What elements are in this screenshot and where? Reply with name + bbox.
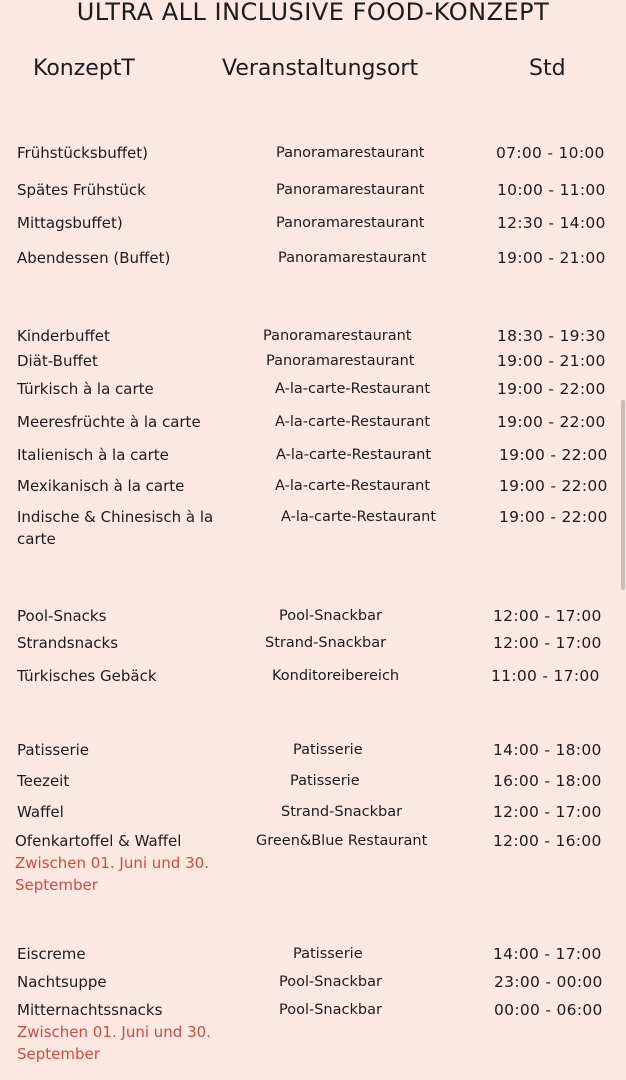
concept-name-text: Türkisches Gebäck: [17, 667, 157, 685]
venue: Panoramarestaurant: [263, 328, 412, 344]
venue: A-la-carte-Restaurant: [281, 509, 437, 525]
time-range: 19:00 - 22:00: [497, 380, 606, 398]
concept-name: [17, 971, 107, 993]
time-range: 16:00 - 18:00: [493, 772, 602, 790]
concept-name-text: Abendessen (Buffet): [17, 249, 171, 267]
season-note: Zwischen 01. Juni und 30. September: [17, 1023, 211, 1063]
concept-name: [17, 444, 169, 466]
venue: Patisserie: [290, 773, 360, 789]
concept-name-text: Indische & Chinesisch à la carte: [17, 508, 214, 548]
page-title: ULTRA ALL INCLUSIVE FOOD-KONZEPT: [76, 0, 550, 26]
concept-name-text: Mexikanisch à la carte: [17, 477, 185, 495]
concept-name-text: Pool-Snacks: [17, 607, 107, 625]
venue: A-la-carte-Restaurant: [275, 478, 431, 494]
concept-name: [17, 325, 110, 347]
concept-name: [17, 801, 64, 823]
time-range: 19:00 - 22:00: [497, 413, 606, 431]
concept-name: [15, 830, 230, 896]
venue: Panoramarestaurant: [276, 215, 425, 231]
concept-name-text: Ofenkartoffel & Waffel: [15, 832, 182, 850]
concept-name: [17, 739, 89, 761]
venue: Patisserie: [293, 946, 363, 962]
header-veranstaltungsort: Veranstaltungsort: [222, 56, 419, 81]
concept-name: [17, 411, 201, 433]
time-range: 14:00 - 17:00: [493, 945, 602, 963]
concept-name-text: Teezeit: [17, 772, 70, 790]
time-range: 12:30 - 14:00: [497, 214, 606, 232]
venue: Konditoreibereich: [272, 668, 400, 684]
concept-name: [17, 999, 232, 1065]
venue: Green&Blue Restaurant: [256, 833, 428, 849]
concept-name: [17, 605, 106, 627]
time-range: 19:00 - 22:00: [499, 477, 608, 495]
venue: A-la-carte-Restaurant: [275, 381, 431, 397]
time-range: 19:00 - 22:00: [499, 508, 608, 526]
scrollbar[interactable]: [621, 400, 625, 590]
venue: A-la-carte-Restaurant: [275, 414, 431, 430]
concept-name: [17, 943, 86, 965]
concept-name-text: Patisserie: [17, 741, 90, 759]
concept-name: [17, 770, 69, 792]
time-range: 12:00 - 17:00: [493, 607, 602, 625]
time-range: 18:30 - 19:30: [497, 327, 606, 345]
concept-name-text: Eiscreme: [17, 945, 86, 963]
concept-name-text: Kinderbuffet: [17, 327, 110, 345]
time-range: 11:00 - 17:00: [491, 667, 600, 685]
concept-name-text: Nachtsuppe: [17, 973, 107, 991]
venue: Pool-Snackbar: [279, 608, 382, 624]
venue: Pool-Snackbar: [279, 974, 382, 990]
concept-name: [17, 212, 123, 234]
venue: A-la-carte-Restaurant: [276, 447, 432, 463]
concept-name-text: Mittagsbuffet): [17, 214, 123, 232]
time-range: 19:00 - 22:00: [499, 446, 608, 464]
time-range: 19:00 - 21:00: [497, 352, 606, 370]
venue: Pool-Snackbar: [279, 1002, 382, 1018]
venue: Panoramarestaurant: [266, 353, 415, 369]
header-std: Std: [529, 56, 566, 81]
concept-name: [17, 350, 98, 372]
time-range: 10:00 - 11:00: [497, 181, 606, 199]
concept-name: [17, 506, 232, 550]
concept-name-text: Mitternachtssnacks: [17, 1001, 163, 1019]
time-range: 19:00 - 21:00: [497, 249, 606, 267]
concept-name-text: Diät-Buffet: [17, 352, 98, 370]
time-range: 07:00 - 10:00: [496, 144, 605, 162]
season-note: Zwischen 01. Juni und 30. September: [15, 854, 209, 894]
concept-name-text: Waffel: [17, 803, 64, 821]
concept-name-text: Strandsnacks: [17, 634, 119, 652]
time-range: 00:00 - 06:00: [494, 1001, 603, 1019]
header-konzept: KonzeptT: [33, 56, 135, 81]
concept-name: [17, 475, 184, 497]
venue: Strand-Snackbar: [265, 635, 387, 651]
venue: Panoramarestaurant: [276, 145, 425, 161]
concept-name: [17, 247, 170, 269]
venue: Panoramarestaurant: [278, 250, 427, 266]
concept-name-text: Meeresfrüchte à la carte: [17, 413, 201, 431]
concept-name-text: Spätes Frühstück: [17, 181, 146, 199]
time-range: 12:00 - 17:00: [493, 634, 602, 652]
time-range: 23:00 - 00:00: [494, 973, 603, 991]
time-range: 14:00 - 18:00: [493, 741, 602, 759]
time-range: 12:00 - 17:00: [493, 803, 602, 821]
time-range: 12:00 - 16:00: [493, 832, 602, 850]
concept-name: [17, 378, 154, 400]
concept-name-text: Italienisch à la carte: [17, 446, 169, 464]
concept-name-text: Frühstücksbuffet): [17, 144, 148, 162]
concept-name: [17, 632, 118, 654]
concept-name: [17, 179, 146, 201]
venue: Patisserie: [293, 742, 363, 758]
venue: Panoramarestaurant: [276, 182, 425, 198]
concept-name: [17, 665, 232, 687]
concept-name: [17, 142, 148, 164]
venue: Strand-Snackbar: [281, 804, 403, 820]
concept-name-text: Türkisch à la carte: [17, 380, 154, 398]
